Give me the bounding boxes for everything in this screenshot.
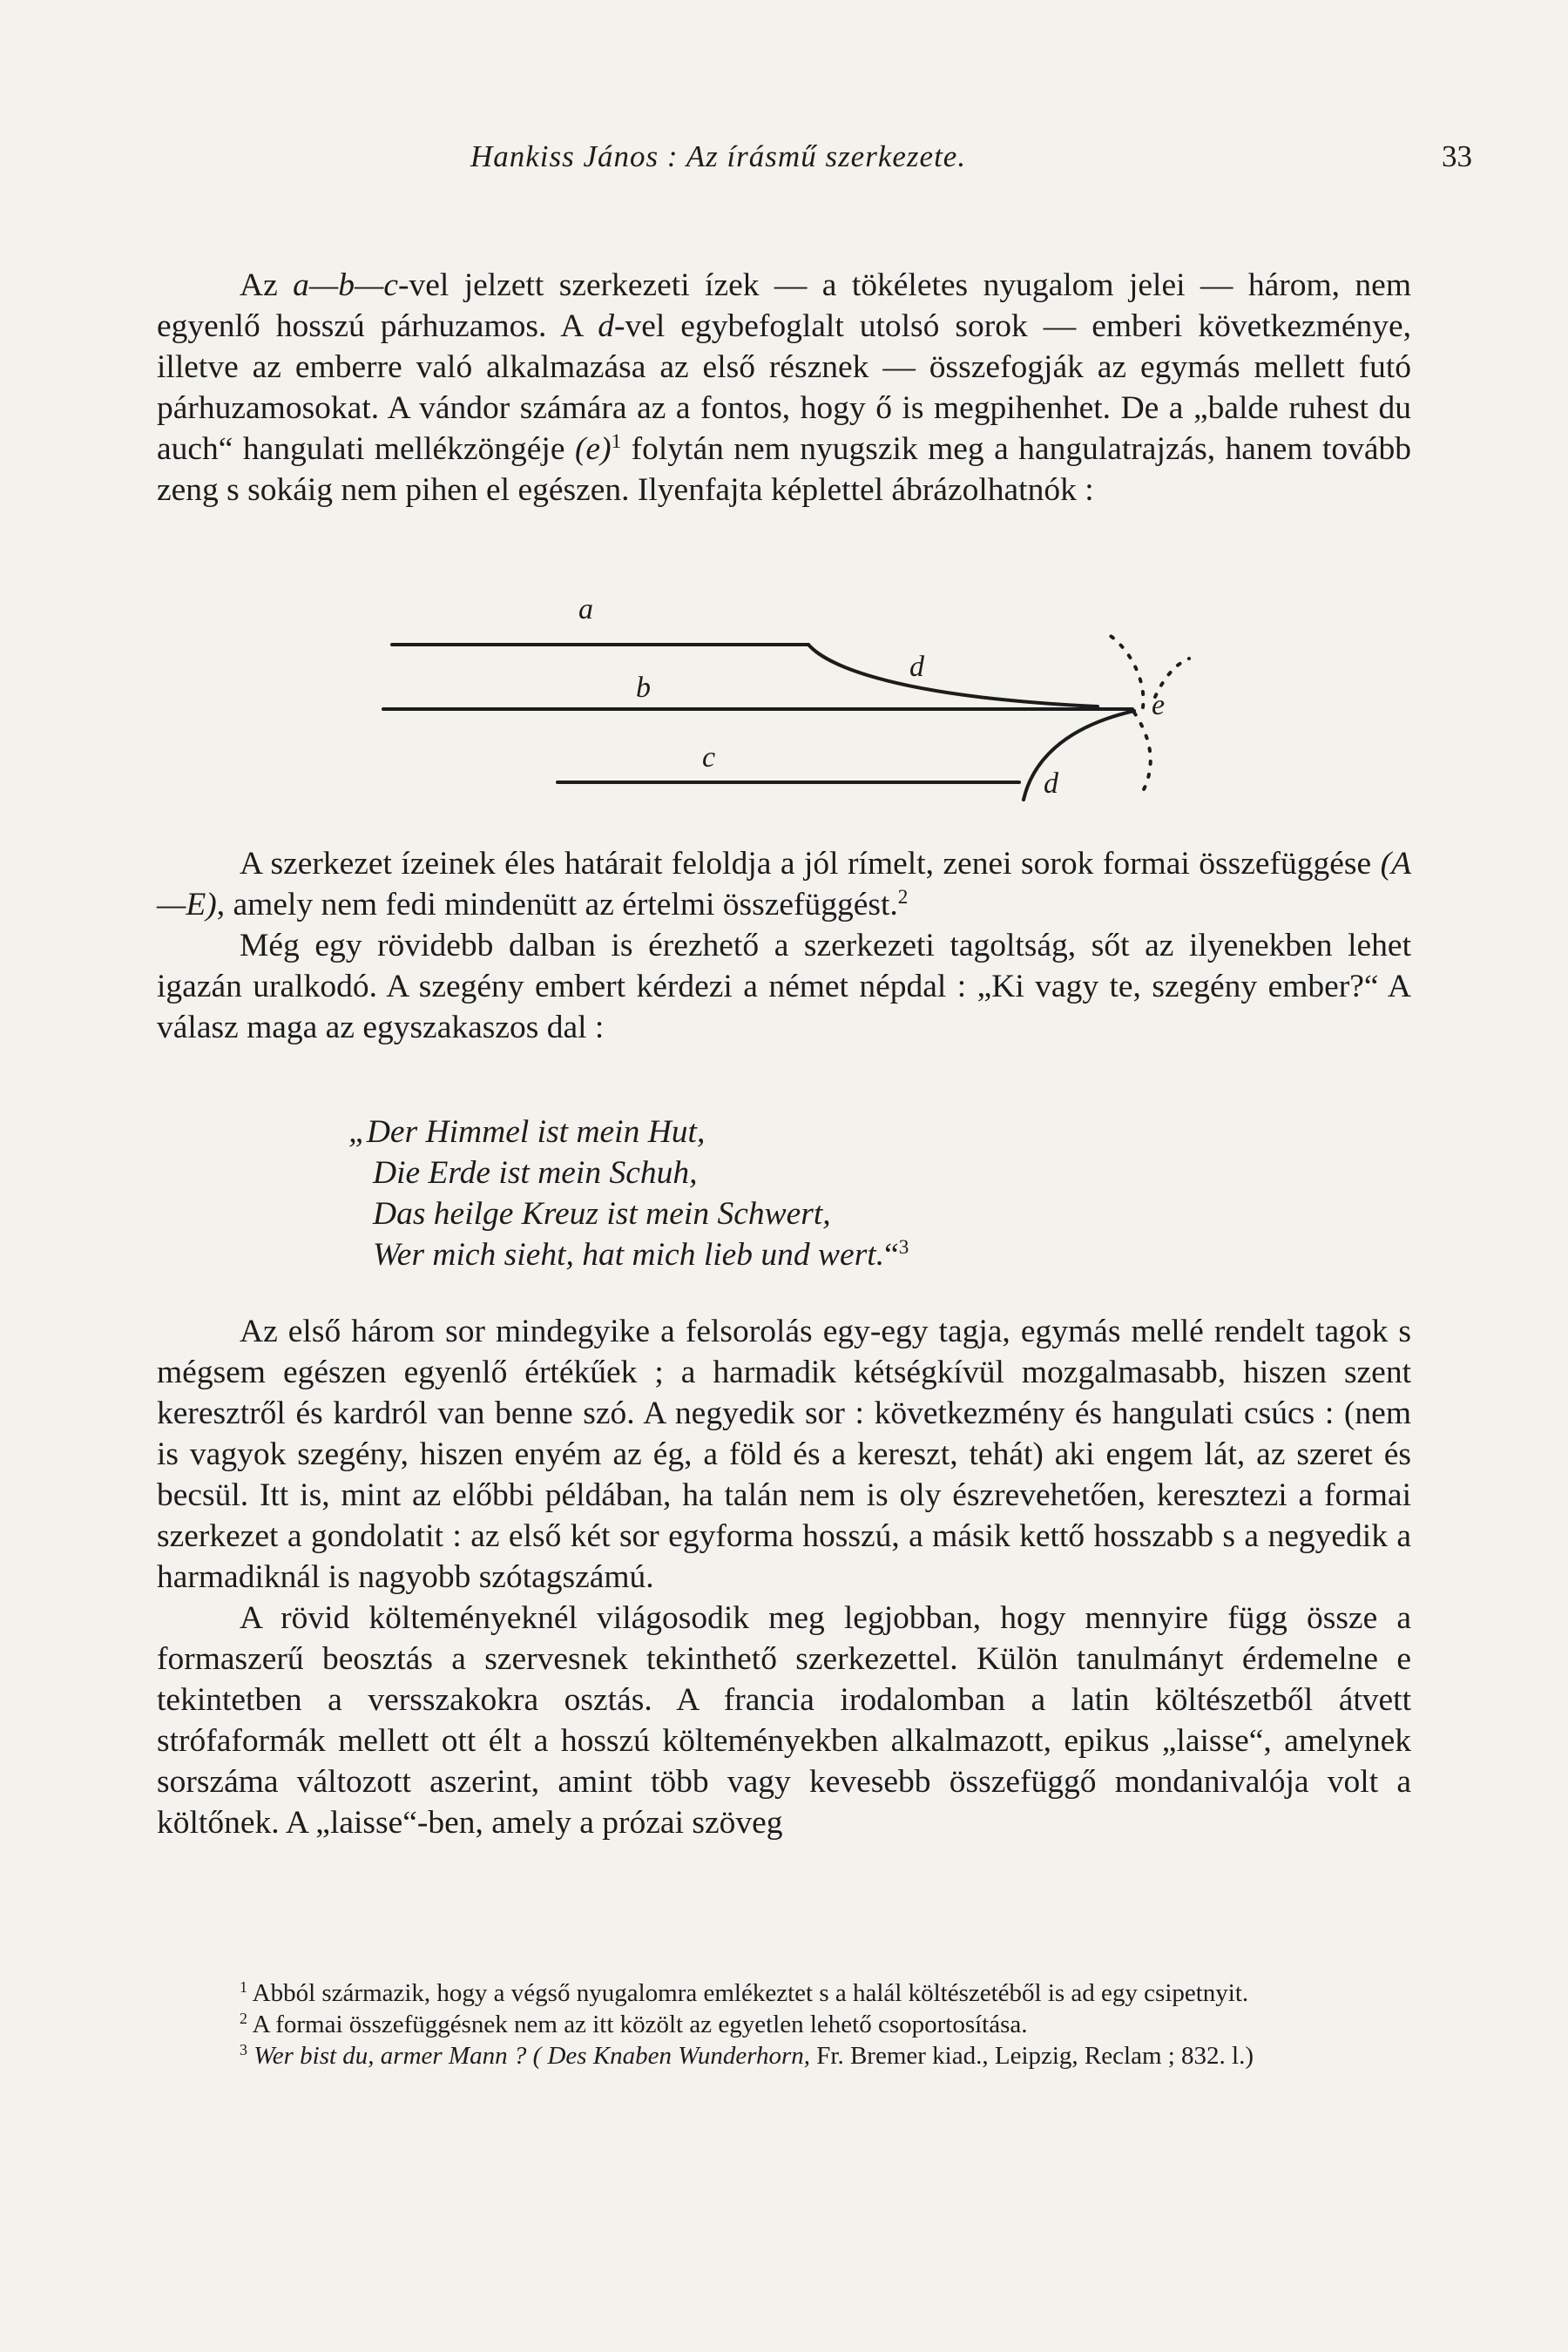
text-block-2: [157, 843, 1411, 1048]
running-head: [470, 139, 1472, 183]
poem: [348, 1112, 909, 1275]
poem-line-4: Wer mich sieht, hat mich lieb und wert.“$^3$: [373, 1236, 909, 1273]
footnotes: [157, 1977, 1411, 2072]
curve-d-upper: [808, 645, 1098, 706]
paragraph-5: A rövid költeményeknél világosodik meg legjobban, hogy mennyire függ össze a formaszerű beosztás a szervesnek tekinthető szerkezettel. Külön tanulmányt érdemelne e tekintetben a versszakokra osztás. A francia irodalomban a latin költészetből átvett strófaformák mellett ott élt a hosszú költeményekben alkalmazott, epikus „laisse“, amelynek sorszáma változott aszerint, amint több vagy kevesebb összefüggő mondanivalója volt a költőnek. A „laisse“-ben, amely a prózai szöveg: [157, 1600, 1411, 1841]
footnote-3: $^3$ Wer bist du, armer Mann ? ( Des Knaben Wunderhorn, Fr. Bremer kiad., Leipzig, Reclam ; 832. l.): [240, 2041, 1254, 2070]
footnote-ref-2: 2: [897, 886, 909, 909]
text-block-3: [157, 1311, 1411, 1843]
label-d-upper: d: [909, 651, 924, 683]
curve-d-lower: [1024, 711, 1134, 800]
paragraph-3: Még egy rövidebb dalban is érezhető a szerkezeti tagoltság, sőt az ilyenekben lehet igazán uralkodó. A szegény embert kérdezi a német népdal : „Ki vagy te, szegény ember?“ A válasz maga az egyszakaszos dal :: [157, 928, 1411, 1045]
curve-e-lower: [1134, 713, 1151, 794]
structure-diagram: [375, 592, 1220, 819]
footnote-2: $^2$ A formai összefüggésnek nem az itt közölt az egyetlen lehető csoportosítása.: [240, 2010, 1028, 2038]
footnote-ref-1: 1: [611, 430, 622, 454]
poem-line-2: Die Erde ist mein Schuh,: [373, 1155, 698, 1191]
paragraph-4: Az első három sor mindegyike a felsorolás egy-egy tagja, egymás mellé rendelt tagok s mégsem egészen egyenlő értékűek ; a harmadik kétségkívül mozgalmasabb, hiszen szent keresztről és kardról van benne szó. A negyedik sor : következmény és hangulati csúcs : (nem is vagyok szegény, hiszen enyém az ég, a föld és a kereszt, tehát) aki engem lát, az szeret és becsül. Itt is, mint az előbbi példában, ha talán nem is oly észrevehetően, keresztezi a formai szerkezet a gondolatit : az első két sor egyforma hosszú, a másik kettő hosszabb s a negyedik a harmadiknál is nagyobb szótagszámú.: [157, 1314, 1411, 1595]
label-e: e: [1152, 689, 1166, 721]
footnote-1: $^1$ Abból származik, hogy a végső nyugalomra emlékeztet s a halál költészetéből is ad egy csipetnyit.: [240, 1978, 1249, 2007]
poem-line-1: „Der Himmel ist mein Hut,: [348, 1114, 706, 1150]
running-title: Hankiss János : Az írásmű szerkezete.: [470, 139, 967, 173]
poem-line-3: Das heilge Kreuz ist mein Schwert,: [373, 1196, 831, 1232]
page-number: 33: [1442, 139, 1472, 173]
paragraph-1: Az a—b—c-vel jelzett szerkezeti ízek — a tökéletes nyugalom jelei — három, nem egyenlő hosszú párhuzamos. A d-vel egybefoglalt utolsó sorok — emberi következménye, illetve az emberre való alkalmazása az első résznek — összefogják az egymás mellett futó párhuzamosokat. A vándor számára az a fontos, hogy ő is megpihenhet. De a „balde ruhest du auch“ hangulati mellékzöngéje $(e)^1$ folytán nem nyugszik meg a hangulatrajzás, hanem tovább zeng s sokáig nem pihen el egészen. Ilyenfajta képlettel ábrázolhatnók :: [157, 267, 1412, 508]
paragraph-2: A szerkezet ízeinek éles határait feloldja a jól rímelt, zenei sorok formai összefüggése (A—E), amely nem fedi mindenütt az értelmi összefüggést.$^2$: [157, 846, 1411, 923]
label-b: b: [636, 672, 651, 704]
label-d-lower: d: [1044, 767, 1058, 800]
label-c: c: [702, 741, 716, 774]
label-a: a: [578, 593, 593, 625]
curve-e-upper: [1108, 634, 1144, 707]
footnote-ref-3: 3: [898, 1236, 909, 1260]
text-block-1: [157, 265, 1411, 510]
